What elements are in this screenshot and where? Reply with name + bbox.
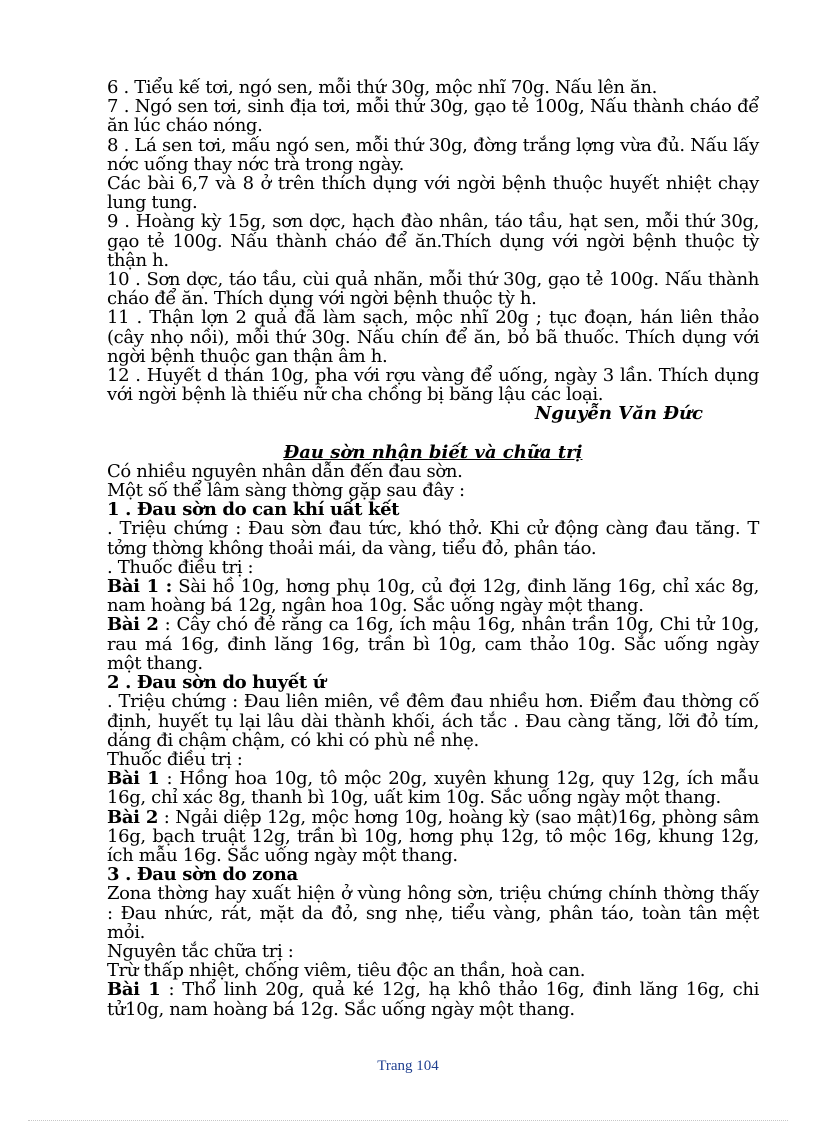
article-title: Đau sờn nhận biết và chữa trị (283, 441, 583, 463)
section-1-recipe-2 (107, 615, 759, 673)
page-divider (28, 1120, 788, 1121)
section-2-recipe-1 (107, 769, 759, 807)
intro-line-1: Có nhiều nguyên nhân dẫn đến đau sờn. (107, 460, 463, 482)
paragraph-6: 6 . Tiểu kế tơi, ngó sen, mỗi thứ 30g, mộc nhĩ 70g. Nấu lên ăn. (107, 77, 657, 98)
recipe-text: : Thổ linh 20g, quả ké 12g, hạ khô thảo 16g, đinh lăng 16g, chi tử10g, nam hoàng bá 12g. Sắc uống ngày một thang. (107, 979, 759, 1020)
recipe-label: Bài 1 : (107, 576, 172, 598)
recipe-label: Bài 1 (107, 768, 160, 790)
paragraph-7: 7 . Ngó sen tơi, sinh địa tơi, mỗi thứ 30g, gạo tẻ 100g, Nấu thành cháo để ăn lúc cháo nóng. (107, 96, 759, 137)
page-number: Trang 104 (377, 1058, 439, 1074)
recipe-label: Bài 2 (107, 614, 159, 636)
section-3-heading: 3 . Đau sờn do zona (107, 864, 298, 886)
recipe-text: : Hồng hoa 10g, tô mộc 20g, xuyên khung 12g, quy 12g, ích mẫu 16g, chỉ xác 8g, thanh bì 10g, uất kim 10g. Sắc uống ngày một thang. (107, 768, 759, 809)
section-3-principle-label: Nguyên tắc chữa trị : (107, 940, 294, 962)
intro-line-2: Một số thể lâm sàng thờng gặp sau đây : (107, 480, 465, 502)
section-3-recipe-1 (107, 980, 759, 1018)
paragraph-note: Các bài 6,7 và 8 ở trên thích dụng với ngời bệnh thuộc huyết nhiệt chạy lung tung. (107, 173, 759, 214)
recipe-label: Bài 2 (107, 806, 159, 828)
paragraph-9: 9 . Hoàng kỳ 15g, sơn dợc, hạch đào nhân, táo tầu, hạt sen, mỗi thứ 30g, gạo tẻ 100g. Nấu thành cháo để ăn.Thích dụng với ngời bệnh thuộc tỳ thận h. (107, 211, 759, 271)
section-2-heading: 2 . Đau sờn do huyết ứ (107, 672, 326, 694)
section-1-recipe-1 (107, 577, 759, 615)
recipe-text: : Cây chó đẻ răng ca 16g, ích mậu 16g, nhân trần 10g, Chi tử 10g, rau má 16g, đinh lăng 16g, trần bì 10g, cam thảo 10g. Sắc uống ngày một thang. (107, 614, 759, 674)
section-2-treatment-label: Thuốc điều trị : (107, 748, 243, 770)
author-signature: Nguyễn Văn Đức (534, 403, 703, 425)
section-1-treatment-label: . Thuốc điều trị : (107, 556, 254, 578)
paragraph-8: 8 . Lá sen tơi, mấu ngó sen, mỗi thứ 30g, đờng trắng lợng vừa đủ. Nấu lấy nớc uống thay nớc trà trong ngày. (107, 134, 759, 175)
recipe-label: Bài 1 (107, 979, 161, 1001)
recipe-text: Sài hồ 10g, hơng phụ 10g, củ đợi 12g, đinh lăng 16g, chỉ xác 8g, nam hoàng bá 12g, ngân hoa 10g. Sắc uống ngày một thang. (107, 576, 759, 617)
recipe-text: : Ngải diệp 12g, mộc hơng 10g, hoàng kỳ (sao mật)16g, phòng sâm 16g, bạch truật 12g, trần bì 10g, hơng phụ 12g, tô mộc 16g, khung 12g, ích mẫu 16g. Sắc uống ngày một thang. (107, 806, 759, 866)
section-1-heading: 1 . Đau sờn do can khí uất kết (107, 499, 400, 521)
section-2-recipe-2 (107, 808, 759, 866)
paragraph-11: 11 . Thận lợn 2 quả đã làm sạch, mộc nhĩ 20g ; tục đoạn, hán liên thảo (cây nhọ nồi), mỗi thứ 30g. Nấu chín để ăn, bỏ bã thuốc. Thích dụng với ngời bệnh thuộc gan thận âm h. (107, 307, 759, 367)
section-3-principle-text: Trừ thấp nhiệt, chống viêm, tiêu độc an thần, hoà can. (107, 960, 586, 982)
paragraph-12: 12 . Huyết d thán 10g, pha với rợu vàng để uống, ngày 3 lần. Thích dụng với ngời bệnh là thiếu nữ cha chồng bị băng lậu các loại. (107, 365, 759, 406)
paragraph-10: 10 . Sơn dợc, táo tầu, cùi quả nhãn, mỗi thứ 30g, gạo tẻ 100g. Nấu thành cháo để ăn. Thích dụng với ngời bệnh thuộc tỳ h. (107, 269, 759, 310)
section-2-symptom: . Triệu chứng : Đau liên miên, về đêm đau nhiều hơn. Điểm đau thờng cố định, huyết tụ lại lâu dài thành khối, ách tắc . Đau càng tăng, lỡi đỏ tím, dáng đi chậm chậm, có khi có phù nề nhẹ. (107, 691, 759, 751)
section-1-symptom: . Triệu chứng : Đau sờn đau tức, khó thở. Khi cử động càng đau tăng. T tởng thờng không thoải mái, da vàng, tiểu đỏ, phân táo. (107, 518, 759, 559)
section-3-symptom: Zona thờng hay xuất hiện ở vùng hông sờn, triệu chứng chính thờng thấy : Đau nhức, rát, mặt da đỏ, sng nhẹ, tiểu vàng, phân táo, toàn tân mệt mỏi. (107, 883, 759, 943)
document-page (107, 78, 759, 1019)
